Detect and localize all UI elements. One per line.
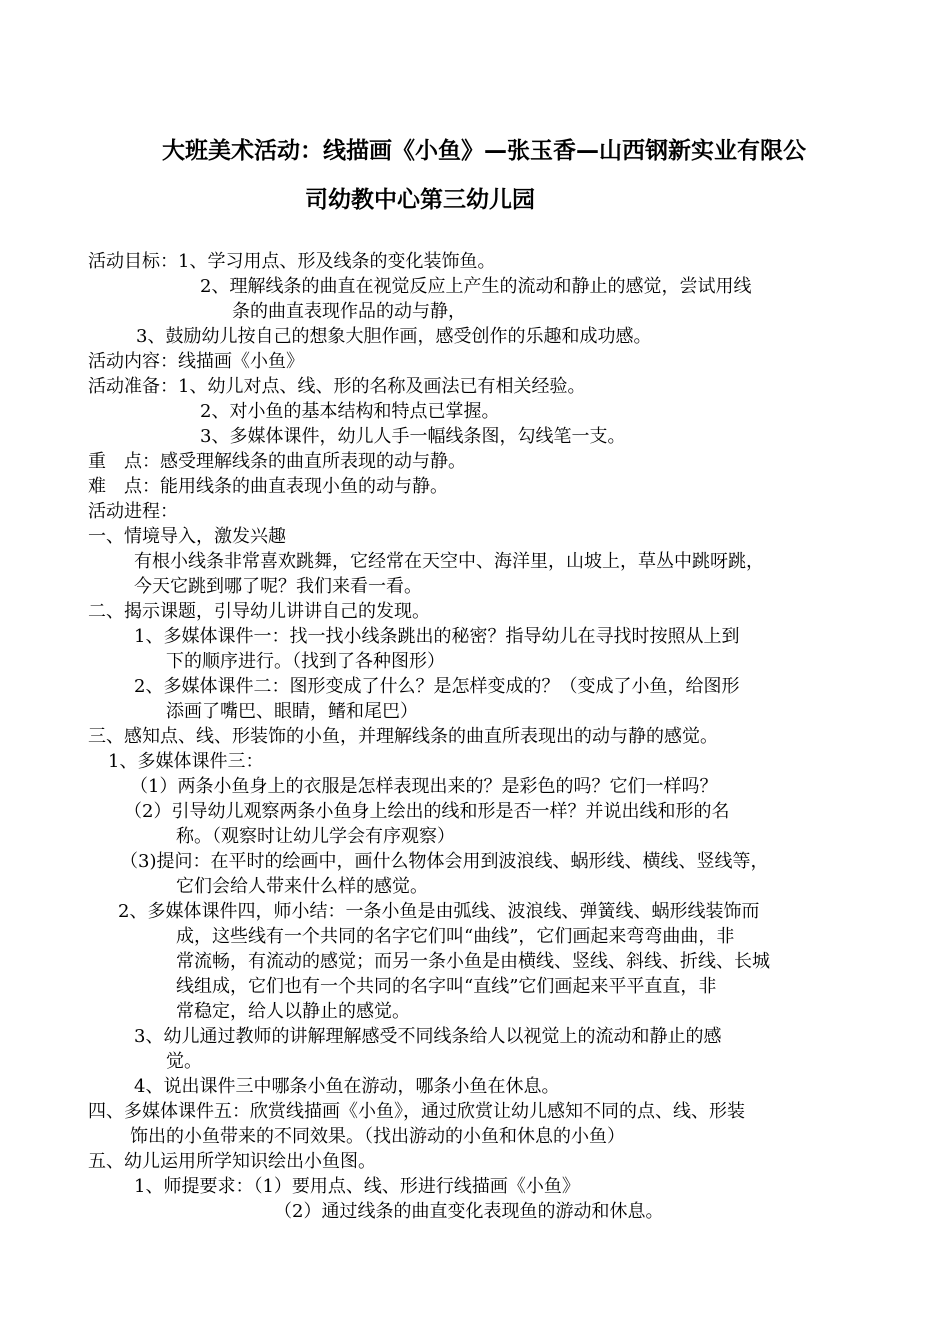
text-line: 成，这些线有一个共同的名字它们叫“曲线”，它们画起来弯弯曲曲，非 [176, 926, 735, 947]
text-line: 五、幼儿运用所学知识绘出小鱼图。 [88, 1151, 376, 1172]
text-line: 称。（观察时让幼儿学会有序观察） [176, 826, 455, 847]
text-line: 下的顺序进行。（找到了各种图形） [166, 651, 445, 672]
text-line: 活动准备：1、幼儿对点、线、形的名称及画法已有相关经验。 [88, 376, 586, 397]
text-line: 3、多媒体课件，幼儿人手一幅线条图，勾线笔一支。 [200, 426, 626, 447]
text-line: 常流畅，有流动的感觉；而另一条小鱼是由横线、竖线、斜线、折线、长城 [176, 951, 770, 972]
text-line: 3、鼓励幼儿按自己的想象大胆作画，感受创作的乐趣和成功感。 [136, 326, 652, 347]
text-line: 有根小线条非常喜欢跳舞，它经常在天空中、海洋里，山坡上，草丛中跳呀跳， [134, 551, 764, 572]
text-line: 四、多媒体课件五：欣赏线描画《小鱼》，通过欣赏让幼儿感知不同的点、线、形装 [88, 1101, 745, 1122]
text-line: 难 点：能用线条的曲直表现小鱼的动与静。 [88, 476, 448, 497]
text-line: 饰出的小鱼带来的不同效果。（找出游动的小鱼和休息的小鱼） [130, 1126, 625, 1147]
text-line: 4、说出课件三中哪条小鱼在游动，哪条小鱼在休息。 [134, 1076, 560, 1097]
text-line: 重 点：感受理解线条的曲直所表现的动与静。 [88, 451, 466, 472]
text-line: 二、揭示课题，引导幼儿讲讲自己的发现。 [88, 601, 430, 622]
text-line: 今天它跳到哪了呢？我们来看一看。 [134, 576, 422, 597]
text-line: 添画了嘴巴、眼睛，鳍和尾巴） [166, 701, 418, 722]
text-line: （2）通过线条的曲直变化表现鱼的游动和休息。 [274, 1201, 664, 1222]
text-line: （2）引导幼儿观察两条小鱼身上绘出的线和形是否一样？并说出线和形的名 [124, 801, 730, 822]
text-line: 1、多媒体课件一：找一找小线条跳出的秘密？指导幼儿在寻找时按照从上到 [134, 626, 740, 647]
text-line: （3)提问：在平时的绘画中，画什么物体会用到波浪线、蜗形线、横线、竖线等， [120, 851, 769, 872]
text-line: 1、师提要求：（1）要用点、线、形进行线描画《小鱼》 [134, 1176, 580, 1197]
text-line: 常稳定，给人以静止的感觉。 [176, 1001, 410, 1022]
text-line: 活动内容：线描画《小鱼》 [88, 351, 304, 372]
document-title-line-1: 大班美术活动：线描画《小鱼》—张玉香—山西钢新实业有限公 [162, 138, 806, 164]
text-line: 2、多媒体课件四，师小结：一条小鱼是由弧线、波浪线、弹簧线、蜗形线装饰而 [118, 901, 760, 922]
text-line: 2、理解线条的曲直在视觉反应上产生的流动和静止的感觉，尝试用线 [200, 276, 752, 297]
text-line: 觉。 [166, 1051, 202, 1072]
text-line: 线组成，它们也有一个共同的名字叫“直线”它们画起来平平直直，非 [176, 976, 717, 997]
text-line: 三、感知点、线、形装饰的小鱼，并理解线条的曲直所表现出的动与静的感觉。 [88, 726, 718, 747]
text-line: 条的曲直表现作品的动与静， [232, 301, 466, 322]
text-line: 它们会给人带来什么样的感觉。 [176, 876, 428, 897]
text-line: （1）两条小鱼身上的衣服是怎样表现出来的？是彩色的吗？它们一样吗？ [130, 776, 718, 797]
text-line: 活动目标：1、学习用点、形及线条的变化装饰鱼。 [88, 251, 496, 272]
text-line: 3、幼儿通过教师的讲解理解感受不同线条给人以视觉上的流动和静止的感 [134, 1026, 722, 1047]
text-line: 1、多媒体课件三： [108, 751, 264, 772]
document-title-line-2: 司幼教中心第三幼儿园 [305, 187, 535, 213]
text-line: 一、情境导入，激发兴趣 [88, 526, 286, 547]
text-line: 活动进程： [88, 501, 178, 522]
text-line: 2、对小鱼的基本结构和特点已掌握。 [200, 401, 500, 422]
text-line: 2、多媒体课件二：图形变成了什么？是怎样变成的？（变成了小鱼，给图形 [134, 676, 740, 697]
